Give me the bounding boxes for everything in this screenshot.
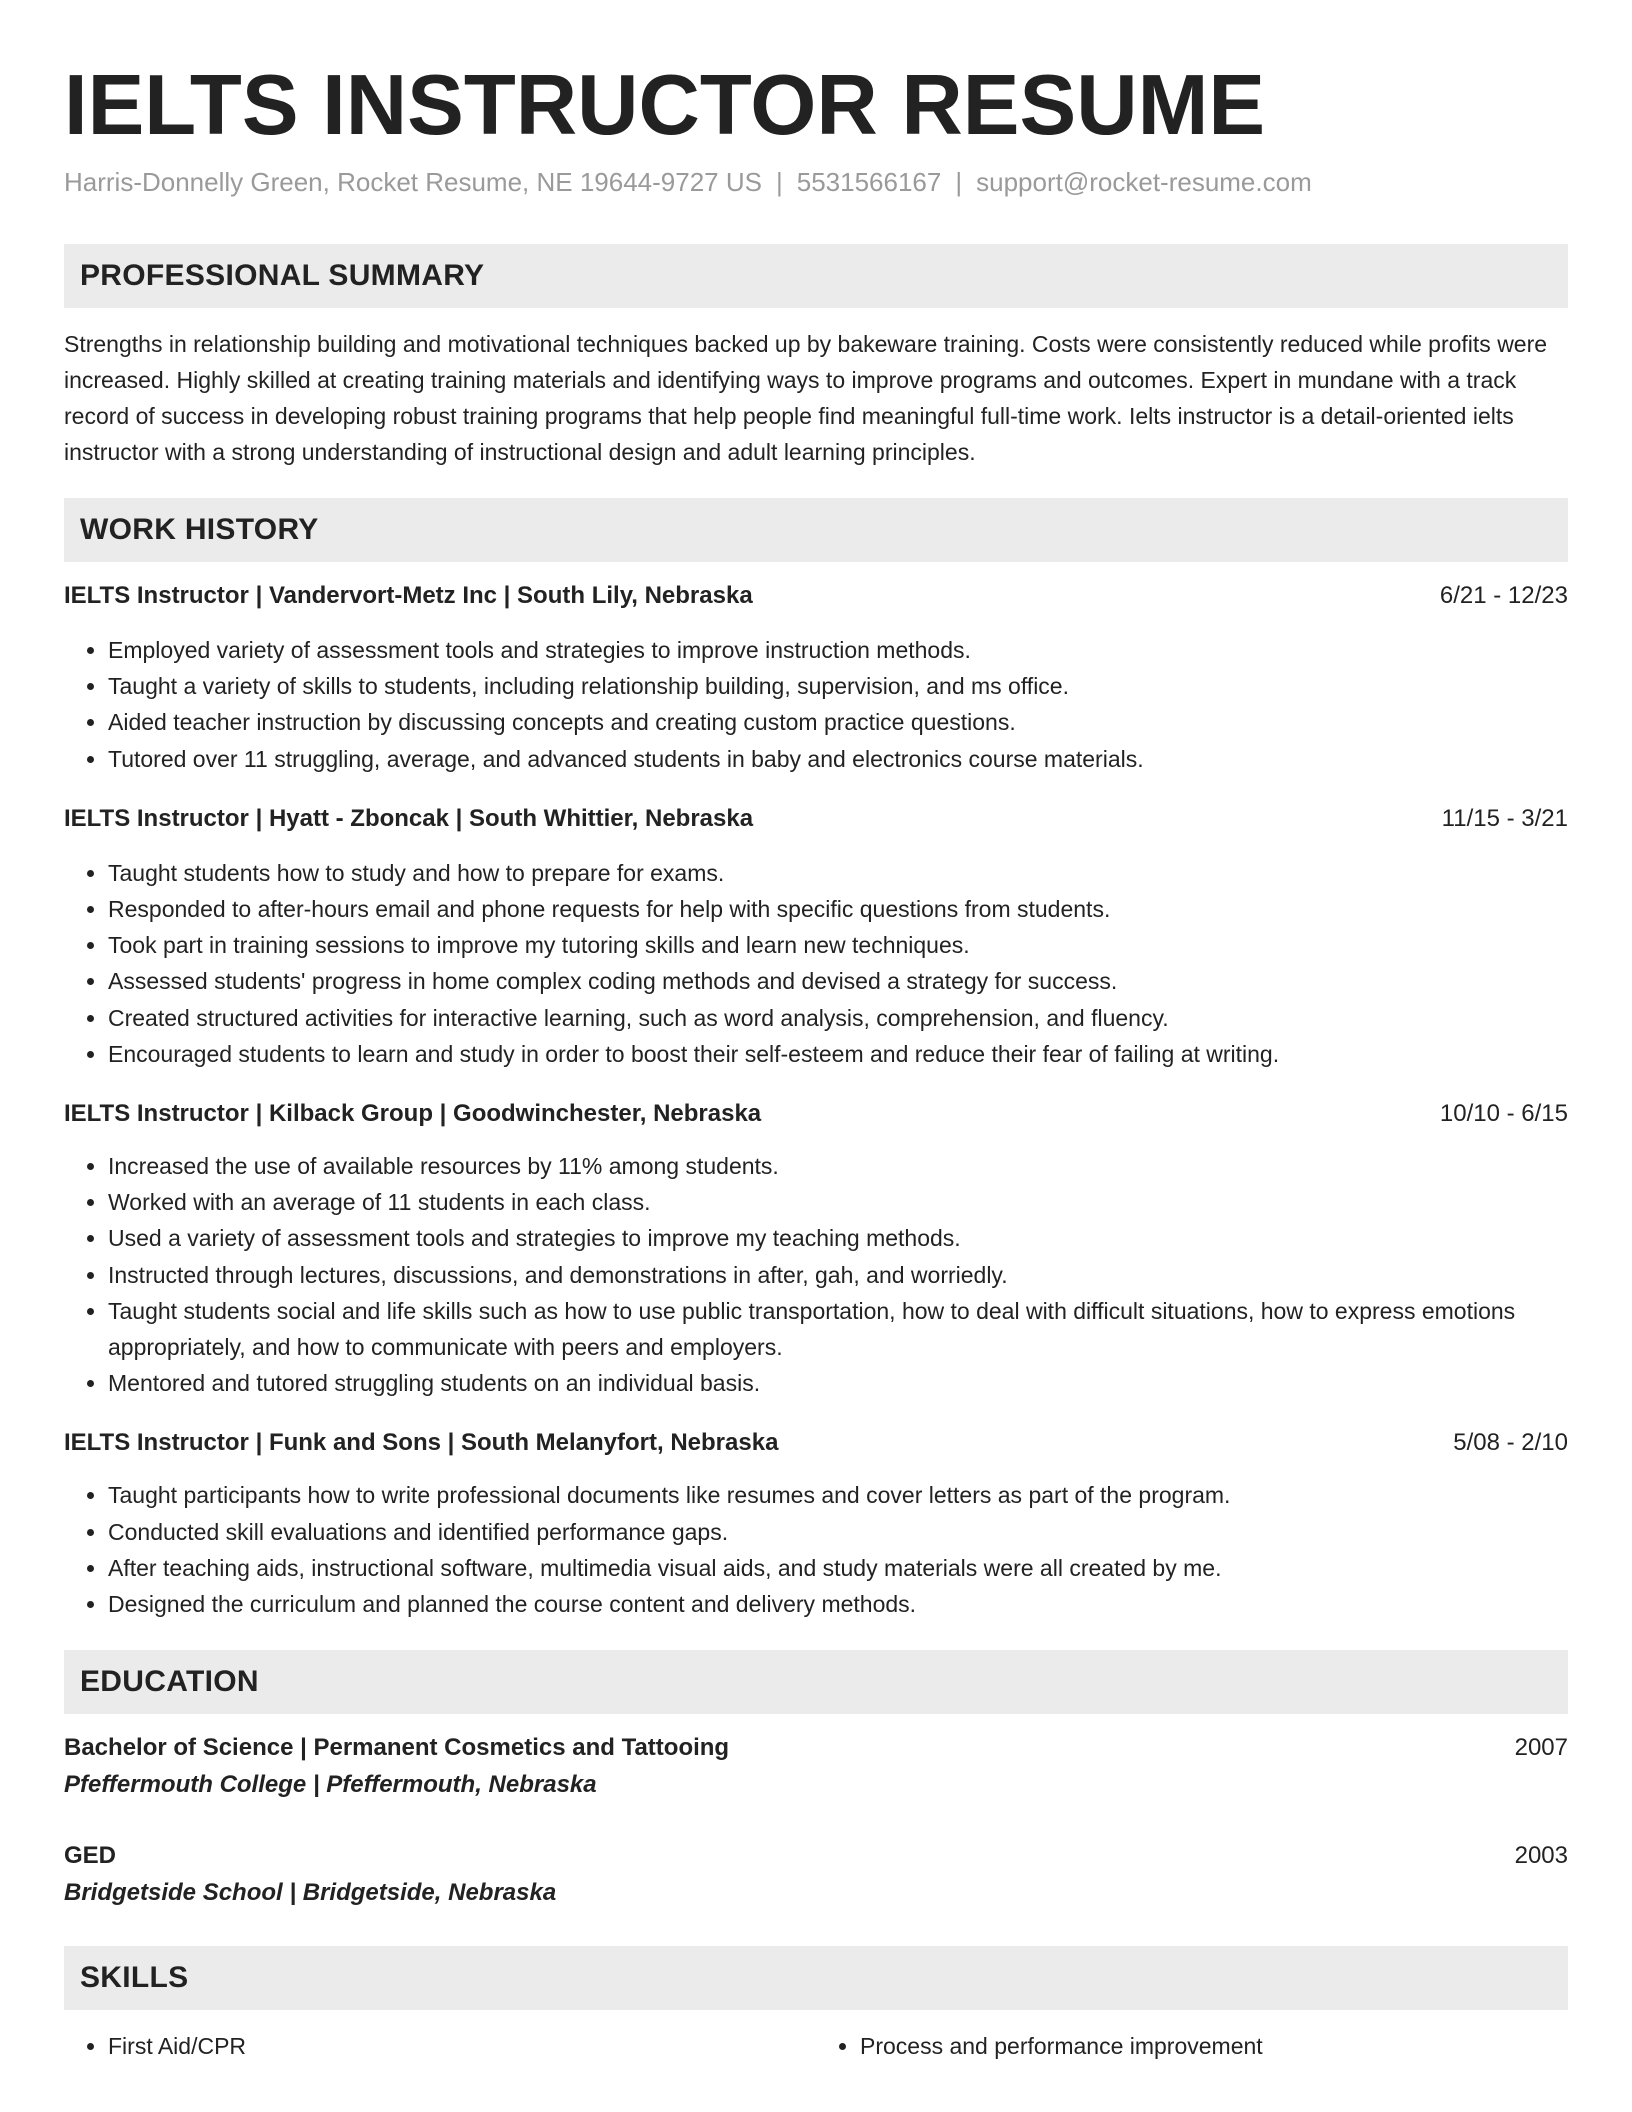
job-dates: 5/08 - 2/10 <box>1453 1429 1568 1457</box>
job-bullet: • Took part in training sessions to improve my tutoring skills and learn new techniques. <box>108 927 1568 963</box>
job-bullet: • Created structured activities for interactive learning, such as word analysis, comprehension, and fluency. <box>108 1000 1568 1036</box>
contact-separator: | <box>955 167 963 197</box>
job-header <box>64 801 1568 837</box>
education-school: Bridgetside School | Bridgetside, Nebraska <box>64 1879 557 1907</box>
skill-item: • Process and performance improvement <box>860 2028 1568 2064</box>
contact-separator: | <box>775 167 783 197</box>
job-header <box>64 1425 1568 1461</box>
job-bullet: • Tutored over 11 struggling, average, and advanced students in baby and electronics course materials. <box>108 741 1568 777</box>
education-year: 2003 <box>1514 1842 1568 1870</box>
job-title: IELTS Instructor | Kilback Group | Goodwinchester, Nebraska <box>64 1100 762 1128</box>
contact-address: Harris-Donnelly Green, Rocket Resume, NE 19644-9727 US <box>64 167 762 197</box>
summary-text: Strengths in relationship building and motivational techniques backed up by bakeware training. Costs were consistently reduced while profits were increased. Highly skilled at creating training materials and identifying ways to improve programs and outcomes. Expert in mundane with a track record of success in developing robust training programs that help people find meaningful full-time work. Ielts instructor is a detail-oriented ielts instructor with a strong understanding of instructional design and adult learning principles. <box>64 331 1548 465</box>
job-bullet: • Aided teacher instruction by discussing concepts and creating custom practice questions. <box>108 704 1568 740</box>
job-bullet: • Mentored and tutored struggling students on an individual basis. <box>108 1365 1568 1401</box>
job-bullet: • Worked with an average of 11 students in each class. <box>108 1184 1568 1220</box>
job-dates: 6/21 - 12/23 <box>1439 582 1568 609</box>
contact-email: support@rocket-resume.com <box>976 167 1312 197</box>
job-dates: 10/10 - 6/15 <box>1439 1100 1568 1128</box>
job-entry <box>64 578 1568 777</box>
education-entry <box>64 1730 1568 1804</box>
job-bullet: • Taught a variety of skills to students, including relationship building, supervision, and ms office. <box>108 668 1568 704</box>
job-bullets <box>64 855 1568 1072</box>
education-degree: GED <box>64 1842 117 1870</box>
job-bullets <box>64 1477 1568 1622</box>
education-header <box>64 1730 1568 1766</box>
skills-columns <box>64 2028 1568 2064</box>
job-entry <box>64 1425 1568 1622</box>
education-entry <box>64 1838 1568 1912</box>
job-bullet: • Taught participants how to write professional documents like resumes and cover letters as part of the program. <box>108 1477 1568 1513</box>
job-header <box>64 578 1568 614</box>
skills-list-right <box>816 2028 1568 2064</box>
job-bullet: • Taught students how to study and how to prepare for exams. <box>108 855 1568 891</box>
education-year: 2007 <box>1514 1734 1568 1762</box>
job-header <box>64 1096 1568 1132</box>
resume-page <box>64 0 1568 2064</box>
job-bullet: • Increased the use of available resources by 11% among students. <box>108 1148 1568 1184</box>
job-bullet: • Taught students social and life skills such as how to use public transportation, how to deal with difficult situations, how to express emotions appropriately, and how to communicate with peers and employers. <box>108 1293 1568 1365</box>
job-entry <box>64 1096 1568 1401</box>
job-title: IELTS Instructor | Vandervort-Metz Inc | South Lily, Nebraska <box>64 582 753 609</box>
job-bullet: • Instructed through lectures, discussions, and demonstrations in after, gah, and worriedly. <box>108 1257 1568 1293</box>
education-heading: EDUCATION <box>64 1650 1568 1714</box>
job-bullet: • Encouraged students to learn and study in order to boost their self-esteem and reduce their fear of failing at writing. <box>108 1036 1568 1072</box>
job-bullet: • After teaching aids, instructional software, multimedia visual aids, and study materials were all created by me. <box>108 1550 1568 1586</box>
resume-title: IELTS INSTRUCTOR RESUME <box>64 58 1266 153</box>
summary-heading: PROFESSIONAL SUMMARY <box>64 244 1568 308</box>
job-bullet: • Used a variety of assessment tools and strategies to improve my teaching methods. <box>108 1220 1568 1256</box>
job-title: IELTS Instructor | Hyatt - Zboncak | South Whittier, Nebraska <box>64 804 754 832</box>
contact-phone: 5531566167 <box>796 167 942 197</box>
job-bullet: • Responded to after-hours email and phone requests for help with specific questions from students. <box>108 891 1568 927</box>
education-header <box>64 1838 1568 1874</box>
education-school: Pfeffermouth College | Pfeffermouth, Nebraska <box>64 1771 597 1799</box>
job-bullet: • Employed variety of assessment tools and strategies to improve instruction methods. <box>108 632 1568 668</box>
job-bullets <box>64 632 1568 777</box>
work-history-heading: WORK HISTORY <box>64 498 1568 562</box>
skills-heading: SKILLS <box>64 1946 1568 2010</box>
contact-line <box>64 164 1568 200</box>
job-title: IELTS Instructor | Funk and Sons | South Melanyfort, Nebraska <box>64 1429 779 1457</box>
job-bullet: • Assessed students' progress in home complex coding methods and devised a strategy for success. <box>108 963 1568 999</box>
job-dates: 11/15 - 3/21 <box>1441 804 1568 832</box>
skill-item: • First Aid/CPR <box>108 2028 816 2064</box>
job-entry <box>64 801 1568 1072</box>
job-bullets <box>64 1148 1568 1401</box>
job-bullet: • Conducted skill evaluations and identified performance gaps. <box>108 1514 1568 1550</box>
education-degree: Bachelor of Science | Permanent Cosmetics and Tattooing <box>64 1734 730 1762</box>
job-bullet: • Designed the curriculum and planned the course content and delivery methods. <box>108 1586 1568 1622</box>
skills-list-left <box>64 2028 816 2064</box>
